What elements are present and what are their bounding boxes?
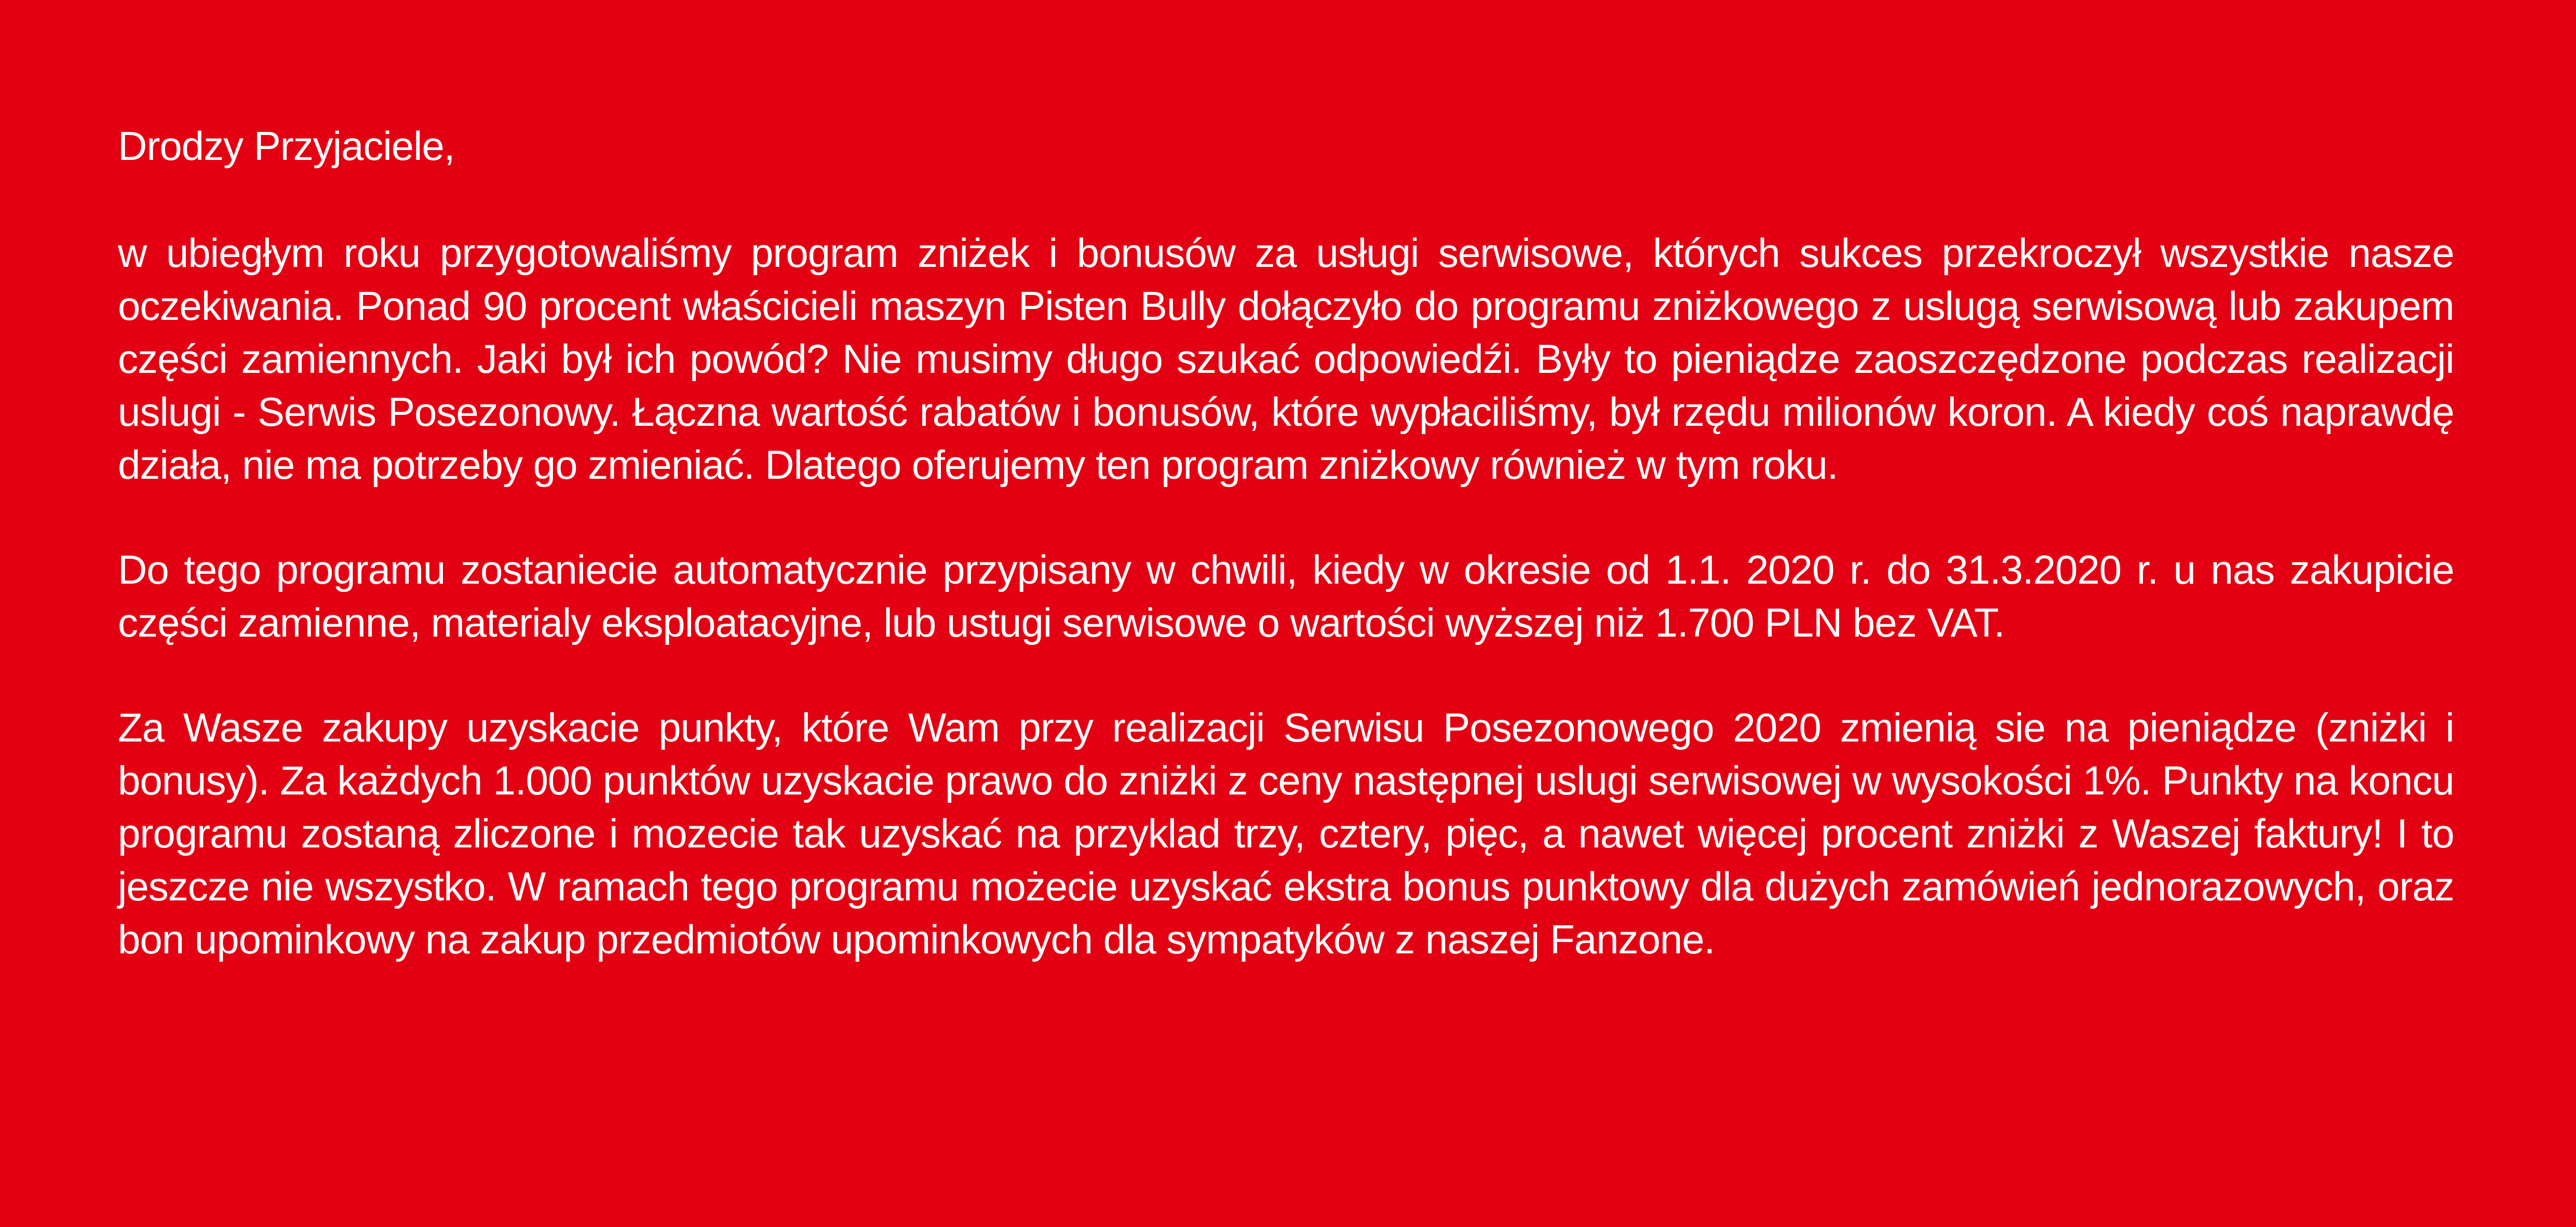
letter-paragraph-2: Do tego programu zostaniecie automatycznie przypisany w chwili, kiedy w okresie od 1.1. 2020 r. do 31.3.2020 r. u nas zakupicie części zamienne, materialy eksploatacyjne, lub ustugi serwisowe o wartości wyższej niż 1.700 PLN bez VAT. — [118, 547, 2454, 645]
letter-greeting: Drodzy Przyjaciele, — [118, 123, 455, 169]
letter-paragraph-1: w ubiegłym roku przygotowaliśmy program zniżek i bonusów za usługi serwisowe, których sukces przekroczył wszystkie nasze oczekiwania. Ponad 90 procent właścicieli maszyn Pisten Bully dołączyło do programu zniżkowego z uslugą serwisową lub zakupem części zamiennych. Jaki był ich powód? Nie musimy długo szukać odpowiedźi. Były to pieniądze zaoszczędzone podczas realizacji uslugi - Serwis Posezonowy. Łączna wartość rabatów i bonusów, które wypłaciliśmy, był rzędu milionów koron. A kiedy coś naprawdę działa, nie ma potrzeby go zmieniać. Dlatego oferujemy ten program zniżkowy również w tym roku. — [118, 230, 2454, 488]
letter-paragraph-3: Za Wasze zakupy uzyskacie punkty, które Wam przy realizacji Serwisu Posezonowego 2020 zmienią sie na pieniądze (zniżki i bonusy). Za każdych 1.000 punktów uzyskacie prawo do zniżki z ceny następnej uslugi serwisowej w wysokości 1%. Punkty na koncu programu zostaną zliczone i mozecie tak uzyskać na przyklad trzy, cztery, pięc, a nawet więcej procent zniżki z Waszej faktury! I to jeszcze nie wszystko. W ramach tego programu możecie uzyskać ekstra bonus punktowy dla dużych zamówień jednorazowych, oraz bon upominkowy na zakup przedmiotów upominkowych dla sympatyków z naszej Fanzone. — [118, 705, 2454, 962]
